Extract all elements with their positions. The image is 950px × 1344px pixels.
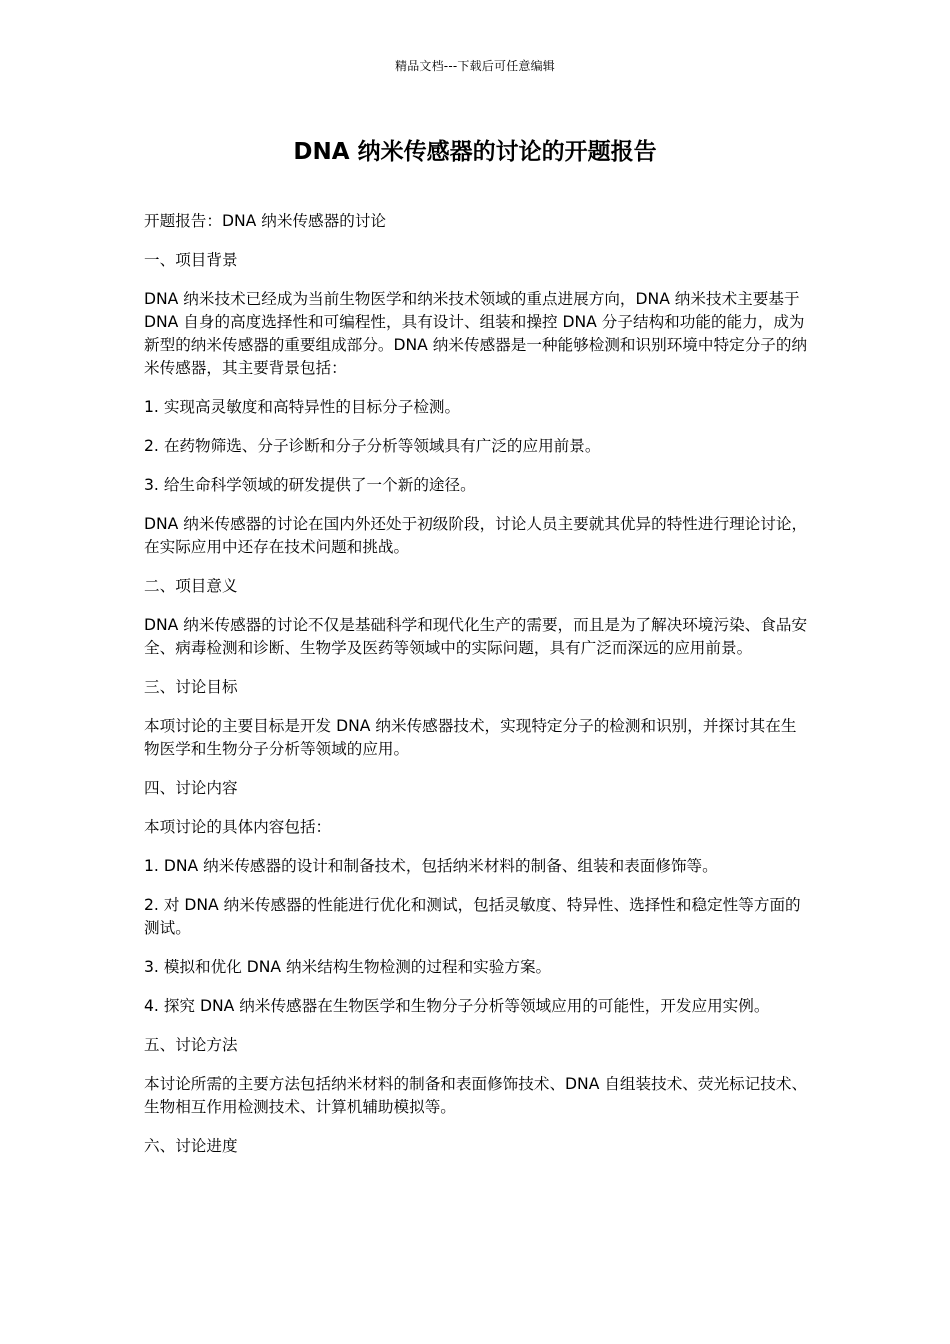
background-list-item-2: 2. 在药物筛选、分子诊断和分子分析等领域具有广泛的应用前景。 [144,437,601,455]
section-heading-goals: 三、讨论目标 [144,678,238,696]
intro-line: 开题报告：DNA 纳米传感器的讨论 [144,212,387,230]
content-list-item-1: 1. DNA 纳米传感器的设计和制备技术，包括纳米材料的制备、组装和表面修饰等。 [144,857,718,875]
methods-paragraph: 本讨论所需的主要方法包括纳米材料的制备和表面修饰技术、DNA 自组装技术、荧光标记技术、生物相互作用检测技术、计算机辅助模拟等。 [144,1075,808,1116]
significance-paragraph: DNA 纳米传感器的讨论不仅是基础科学和现代化生产的需要，而且是为了解决环境污染、食品安全、病毒检测和诊断、生物学及医药等领域中的实际问题，具有广泛而深远的应用前景。 [144,616,808,657]
section-heading-progress: 六、讨论进度 [144,1137,238,1155]
document-body [144,210,808,1174]
section-heading-methods: 五、讨论方法 [144,1036,238,1054]
content-list-item-2: 2. 对 DNA 纳米传感器的性能进行优化和测试，包括灵敏度、特异性、选择性和稳定性等方面的测试。 [144,896,801,937]
content-list-item-4: 4. 探究 DNA 纳米传感器在生物医学和生物分子分析等领域应用的可能性，开发应用实例。 [144,997,770,1015]
background-paragraph: DNA 纳米技术已经成为当前生物医学和纳米技术领域的重点进展方向，DNA 纳米技术主要基于 DNA 自身的高度选择性和可编程性，具有设计、组装和操控 DNA 分子结构和功能的能力，成为新型的纳米传感器的重要组成部分。DNA 纳米传感器是一种能够检测和识别环境中特定分子的纳米传感器，其主要背景包括： [144,290,808,377]
section-heading-background: 一、项目背景 [144,251,238,269]
background-list-item-3: 3. 给生命科学领域的研发提供了一个新的途径。 [144,476,476,494]
background-status-paragraph: DNA 纳米传感器的讨论在国内外还处于初级阶段，讨论人员主要就其优异的特性进行理论讨论，在实际应用中还存在技术问题和挑战。 [144,515,808,556]
header-note: 精品文档---下载后可任意编辑 [395,59,555,73]
section-heading-significance: 二、项目意义 [144,577,238,595]
content-intro: 本项讨论的具体内容包括： [144,818,332,836]
background-list-item-1: 1. 实现高灵敏度和高特异性的目标分子检测。 [144,398,461,416]
goals-paragraph: 本项讨论的主要目标是开发 DNA 纳米传感器技术，实现特定分子的检测和识别，并探讨其在生物医学和生物分子分析等领域的应用。 [144,717,797,758]
document-title: DNA 纳米传感器的讨论的开题报告 [293,139,657,165]
section-heading-content: 四、讨论内容 [144,779,238,797]
content-list-item-3: 3. 模拟和优化 DNA 纳米结构生物检测的过程和实验方案。 [144,958,552,976]
